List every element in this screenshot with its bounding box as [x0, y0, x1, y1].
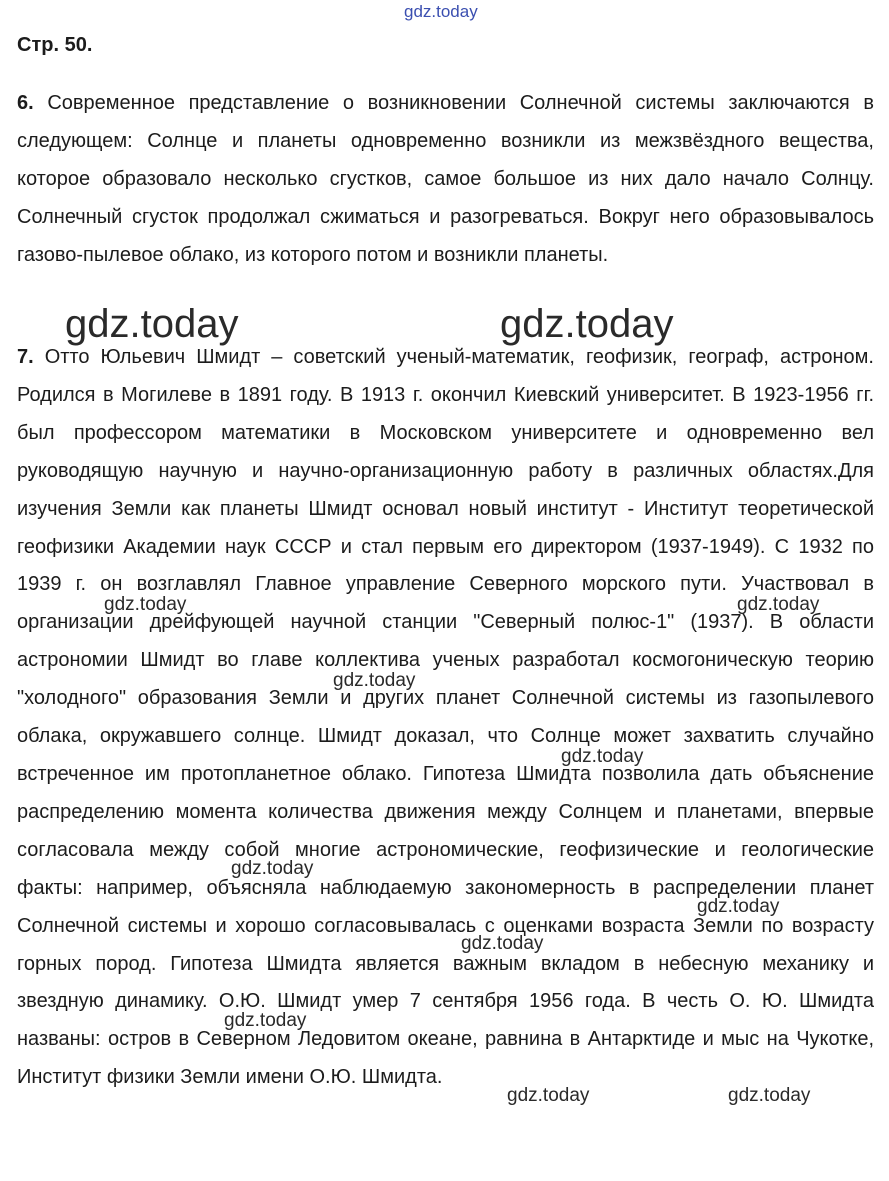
- watermark: gdz.today: [737, 594, 820, 615]
- paragraph-7: [17, 339, 874, 1097]
- watermark: gdz.today: [65, 302, 239, 346]
- paragraph-text: Современное представление о возникновении Солнечной системы заключаются в следующем: Солнце и планеты одновременно возникли из межзвёздного вещества, которое образовало несколько сгустков, самое большое из них дало начало Солнцу. Солнечный сгусток продолжал сжиматься и разогреваться. Вокруг него образовывалось газово-пылевое облако, из которого потом и возникли планеты.: [17, 92, 874, 266]
- watermark: gdz.today: [333, 670, 416, 691]
- watermark: gdz.today: [728, 1085, 811, 1106]
- watermark: gdz.today: [507, 1085, 590, 1106]
- watermark: gdz.today: [461, 933, 544, 954]
- watermark: gdz.today: [500, 302, 674, 346]
- page-title: Стр. 50.: [17, 34, 93, 56]
- watermark: gdz.today: [697, 896, 780, 917]
- paragraph-text: Отто Юльевич Шмидт – советский ученый-математик, геофизик, географ, астроном. Родился в Могилеве в 1891 году. В 1913 г. окончил Киевский университет. В 1923-1956 гг. был профессором математики в Московском университете и одновременно вел руководящую научную и научно-организационную работу в различных областях.Для изучения Земли как планеты Шмидт основал новый институт - Институт теоретической геофизики Академии наук СССР и стал первым его директором (1937-1949). С 1932 по 1939 г. он возглавлял Главное управление Северного морского пути. Участвовал в организации дрейфующей научной станции "Северный полюс-1" (1937). В области астрономии Шмидт во главе коллектива ученых разработал космогоническую теорию "холодного" образования Земли и других планет Солнечной системы из газопылевого облака, окружавшего солнце. Шмидт доказал, что Солнце может захватить случайно встреченное им протопланетное облако. Гипотеза Шмидта позволила дать объяснение распределению момента количества движения между Солнцем и планетами, впервые согласовала между собой многие астрономические, геофизические и геологические факты: например, объясняла наблюдаемую закономерность в распределении планет Солнечной системы и хорошо согласовывалась с оценками возраста Земли по возрасту горных пород. Гипотеза Шмидта является важным вкладом в небесную механику и звездную динамику. О.Ю. Шмидт умер 7 сентября 1956 года. В честь О. Ю. Шмидта названы: остров в Северном Ледовитом океане, равнина в Антарктиде и мыс на Чукотке, Институт физики Земли имени О.Ю. Шмидта.: [17, 346, 874, 1089]
- watermark: gdz.today: [224, 1010, 307, 1031]
- paragraph-number: 6.: [17, 92, 34, 114]
- watermark: gdz.today: [231, 858, 314, 879]
- paragraph-number: 7.: [17, 346, 34, 368]
- watermark-top: gdz.today: [404, 2, 478, 21]
- watermark: gdz.today: [561, 746, 644, 767]
- watermark: gdz.today: [104, 594, 187, 615]
- paragraph-6: [17, 85, 874, 275]
